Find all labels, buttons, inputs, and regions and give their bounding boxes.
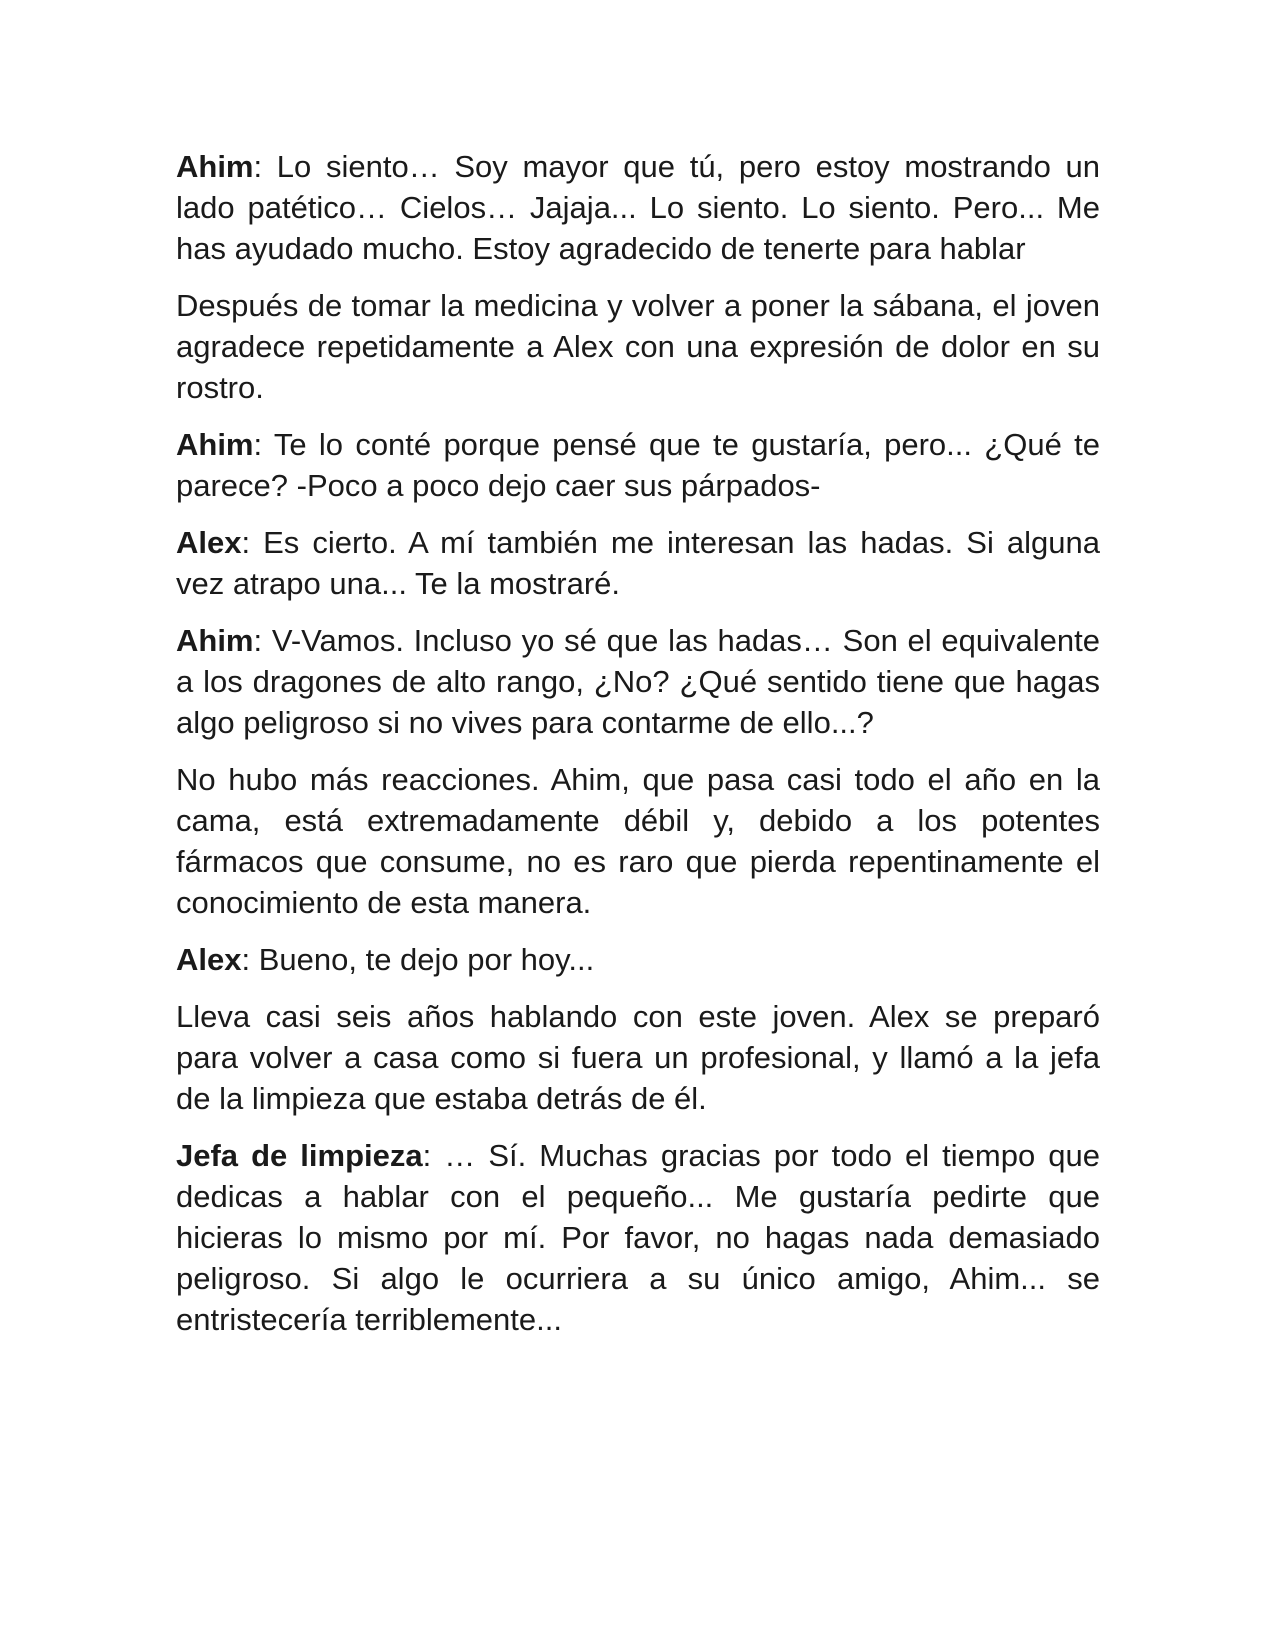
paragraph-text: : Te lo conté porque pensé que te gustaría, pero... ¿Qué te parece? -Poco a poco dejo caer sus párpados- [176,427,1100,503]
paragraph-text: : Bueno, te dejo por hoy... [241,942,595,977]
paragraph-text: Después de tomar la medicina y volver a poner la sábana, el joven agradece repetidamente a Alex con una expresión de dolor en su rostro. [176,288,1100,405]
speaker-name: Jefa de limpieza [176,1138,423,1173]
dialogue-paragraph [176,1135,1100,1340]
narration-paragraph [176,996,1100,1119]
narration-paragraph [176,285,1100,408]
paragraph-text: : Es cierto. A mí también me interesan las hadas. Si alguna vez atrapo una... Te la mostraré. [176,525,1100,601]
paragraph-text: : V-Vamos. Incluso yo sé que las hadas… Son el equivalente a los dragones de alto rango, ¿No? ¿Qué sentido tiene que hagas algo peligroso si no vives para contarme de ello...? [176,623,1100,740]
speaker-name: Ahim [176,427,254,462]
document-page [176,146,1100,1356]
paragraph-text: Lleva casi seis años hablando con este joven. Alex se preparó para volver a casa como si fuera un profesional, y llamó a la jefa de la limpieza que estaba detrás de él. [176,999,1100,1116]
narration-paragraph [176,759,1100,923]
dialogue-paragraph [176,424,1100,506]
speaker-name: Alex [176,942,242,977]
dialogue-paragraph [176,522,1100,604]
dialogue-paragraph [176,939,1100,980]
paragraph-text: : Lo siento… Soy mayor que tú, pero estoy mostrando un lado patético… Cielos… Jajaja... Lo siento. Lo siento. Pero... Me has ayudado mucho. Estoy agradecido de tenerte para hablar [176,149,1100,266]
speaker-name: Ahim [176,149,254,184]
speaker-name: Alex [176,525,242,560]
paragraph-text: : … Sí. Muchas gracias por todo el tiempo que dedicas a hablar con el pequeño... Me gustaría pedirte que hicieras lo mismo por mí. Por favor, no hagas nada demasiado peligroso. Si algo le ocurriera a su único amigo, Ahim... se entristecería terriblemente... [176,1138,1100,1337]
dialogue-paragraph [176,620,1100,743]
dialogue-paragraph [176,146,1100,269]
paragraph-text: No hubo más reacciones. Ahim, que pasa casi todo el año en la cama, está extremadamente débil y, debido a los potentes fármacos que consume, no es raro que pierda repentinamente el conocimiento de esta manera. [176,762,1100,920]
speaker-name: Ahim [176,623,254,658]
